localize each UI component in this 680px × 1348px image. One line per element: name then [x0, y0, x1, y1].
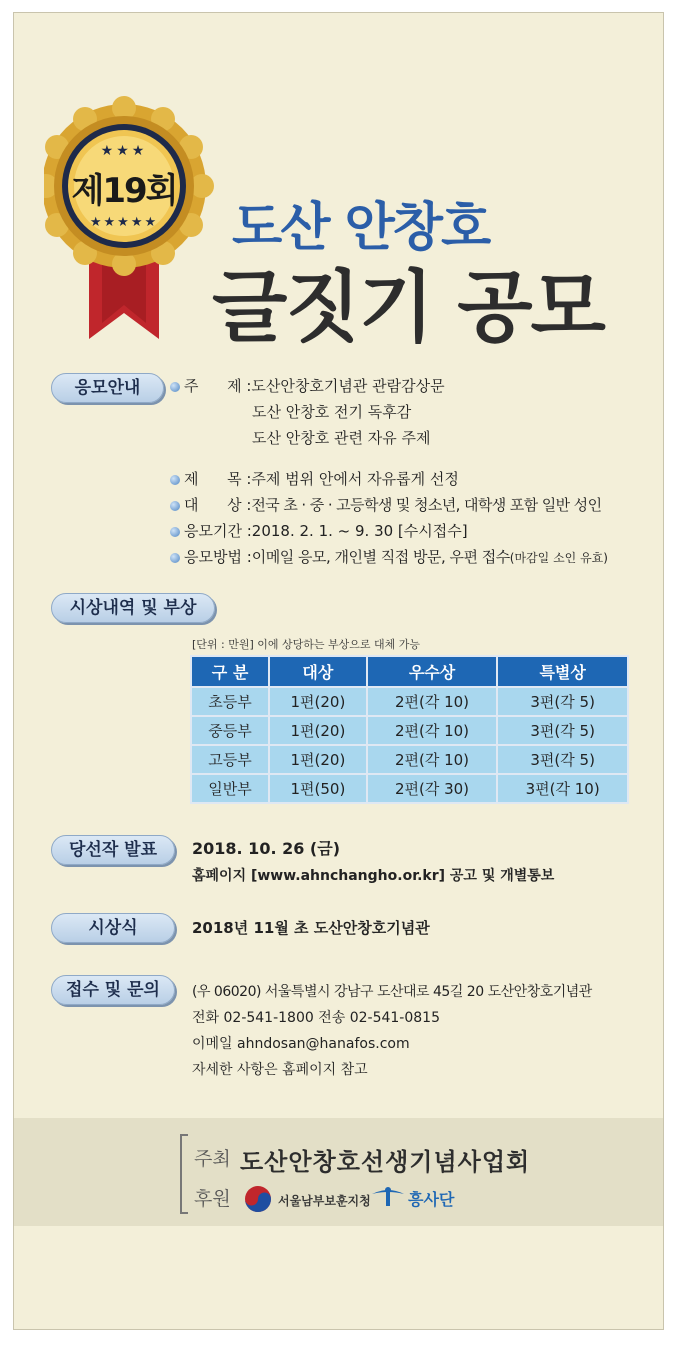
guide-theme-line-2: 도산 안창호 전기 독후감 — [252, 403, 412, 421]
table-header-cell: 우수상 — [367, 656, 498, 687]
section-label-contact: 접수 및 문의 — [51, 975, 175, 1005]
table-cell: 2편(각 10) — [367, 687, 498, 716]
guide-theme-line-1: 도산안창호기념관 관람감상문 — [251, 377, 445, 395]
contact-info — [192, 979, 592, 1083]
guide-period-label: 응모기간 : — [184, 522, 252, 540]
section-label-announce: 당선작 발표 — [51, 835, 175, 865]
footer-sponsor-label: 후원 — [194, 1188, 231, 1210]
guide-method-label: 응모방법 : — [184, 548, 252, 566]
guide-theme-label: 주 제 : — [184, 377, 252, 395]
contact-address: (우 06020) 서울특별시 강남구 도산대로 45길 20 도산안창호기념관 — [192, 984, 592, 1000]
table-cell: 2편(각 30) — [367, 774, 498, 803]
footer-host-name: 도산안창호선생기념사업회 — [240, 1148, 531, 1176]
guide-method-note: (마감일 소인 유효) — [509, 551, 608, 565]
table-cell: 1편(20) — [269, 687, 367, 716]
guide-target-label: 대 상 : — [184, 496, 252, 514]
footer-sponsor-1: 서울남부보훈지청 — [278, 1194, 371, 1208]
guide-method-row — [170, 546, 608, 567]
awards-table — [190, 655, 629, 804]
ceremony-detail: 2018년 11월 초 도산안창호기념관 — [192, 919, 430, 937]
guide-period-value: 2018. 2. 1. ~ 9. 30 [수시접수] — [251, 522, 468, 540]
taegeuk-logo-icon — [243, 1184, 273, 1214]
medal-stars-bottom: ★★★★★ — [89, 215, 159, 230]
bullet-icon — [170, 553, 180, 563]
table-header-row — [191, 656, 628, 687]
table-header-cell: 대상 — [269, 656, 367, 687]
guide-title-label: 제 목 : — [184, 470, 252, 488]
table-header-cell: 구 분 — [191, 656, 269, 687]
medal-stars-top: ★★★ — [100, 143, 148, 159]
table-cell: 2편(각 10) — [367, 745, 498, 774]
section-label-awards: 시상내역 및 부상 — [51, 593, 215, 623]
contact-note: 자세한 사항은 홈페이지 참고 — [192, 1062, 368, 1078]
footer-host-label: 주최 — [194, 1148, 231, 1170]
bullet-icon — [170, 527, 180, 537]
table-cell: 3편(각 5) — [497, 716, 628, 745]
footer-bracket — [180, 1134, 188, 1214]
heungsadan-logo-icon — [370, 1184, 406, 1210]
section-label-guide: 응모안내 — [51, 373, 164, 403]
page-title: 글짓기 공모 — [212, 263, 604, 353]
table-row — [191, 716, 628, 745]
table-cell: 1편(20) — [269, 716, 367, 745]
announce-date: 2018. 10. 26 (금) — [192, 839, 341, 858]
table-cell: 3편(각 10) — [497, 774, 628, 803]
table-cell: 2편(각 10) — [367, 716, 498, 745]
guide-title-value: 주제 범위 안에서 자유롭게 선정 — [251, 470, 459, 488]
table-cell: 고등부 — [191, 745, 269, 774]
medal-badge — [44, 91, 229, 341]
guide-theme-line-3: 도산 안창호 관련 자유 주제 — [252, 429, 431, 447]
announce-detail: 홈페이지 [www.ahnchangho.or.kr] 공고 및 개별통보 — [192, 868, 555, 884]
title-subtitle: 도산 안창호 — [232, 198, 490, 258]
table-cell: 초등부 — [191, 687, 269, 716]
table-cell: 일반부 — [191, 774, 269, 803]
guide-method-value: 이메일 응모, 개인별 직접 방문, 우편 접수 — [251, 548, 510, 566]
bullet-icon — [170, 475, 180, 485]
table-cell: 중등부 — [191, 716, 269, 745]
contact-email: 이메일 ahndosan@hanafos.com — [192, 1036, 410, 1052]
bullet-icon — [170, 501, 180, 511]
bullet-icon — [170, 382, 180, 392]
table-row — [191, 745, 628, 774]
guide-period-row — [170, 520, 468, 541]
guide-target-value: 전국 초 · 중 · 고등학생 및 청소년, 대학생 포함 일반 성인 — [251, 496, 602, 514]
table-row — [191, 687, 628, 716]
table-cell: 1편(50) — [269, 774, 367, 803]
medal-edition-text: 제19회 — [71, 171, 177, 211]
section-label-ceremony: 시상식 — [51, 913, 175, 943]
awards-unit-note: [단위 : 만원] 이에 상당하는 부상으로 대체 가능 — [192, 638, 421, 651]
table-cell: 3편(각 5) — [497, 745, 628, 774]
guide-theme-row — [170, 375, 445, 396]
table-cell: 3편(각 5) — [497, 687, 628, 716]
footer-sponsor-2: 흥사단 — [408, 1190, 455, 1209]
guide-target-row — [170, 494, 601, 515]
guide-title-row — [170, 468, 459, 489]
contact-phone: 전화 02-541-1800 전송 02-541-0815 — [192, 1010, 440, 1026]
table-header-cell: 특별상 — [497, 656, 628, 687]
table-row — [191, 774, 628, 803]
table-cell: 1편(20) — [269, 745, 367, 774]
poster — [13, 12, 664, 1330]
footer — [14, 1118, 663, 1226]
